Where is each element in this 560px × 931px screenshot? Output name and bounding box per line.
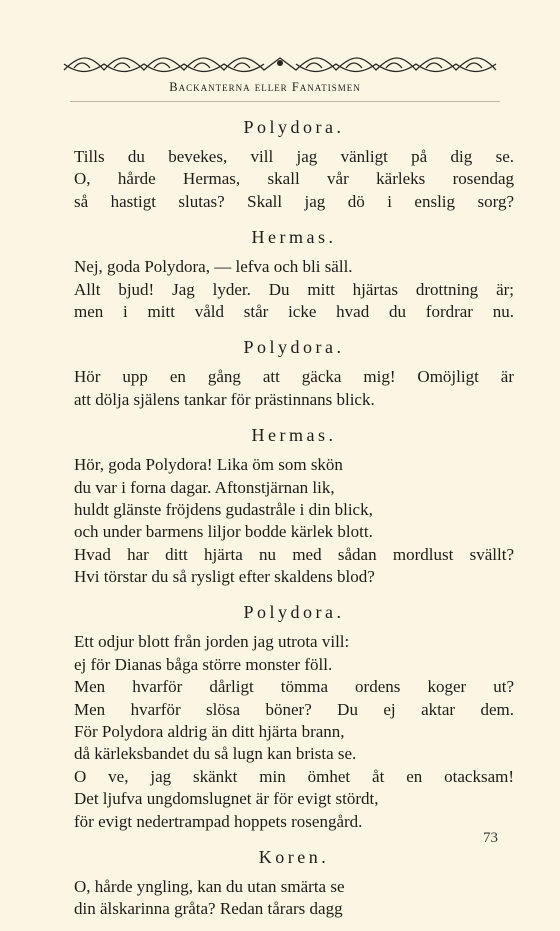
stanza: [74, 333, 514, 411]
stanza: [74, 598, 514, 833]
verse-line: För Polydora aldrig än ditt hjärta brann,: [74, 722, 345, 742]
speaker-name: Polydora.: [243, 337, 345, 358]
verse-line: så hastigt slutas? Skall jag dö i enslig sorg?: [74, 191, 514, 211]
speaker-name: Koren.: [258, 846, 330, 867]
speaker-name: Polydora.: [243, 117, 345, 137]
stanza: [74, 843, 514, 921]
verse-line: Hör upp en gång att gäcka mig! Omöjligt är: [74, 367, 514, 387]
verse-line: för evigt nedertrampad hoppets rosengård.: [74, 811, 363, 831]
verse-line: du var i forna dagar. Aftonstjärnan lik,: [74, 477, 335, 497]
header-rule: [70, 101, 500, 102]
speaker-name: Polydora.: [243, 602, 345, 623]
verse-line: Men hvarför dårligt tömma ordens koger ut?: [74, 677, 514, 697]
verse-line: Tills du bevekes, vill jag vänligt på dig se.: [74, 147, 514, 166]
running-head: Backanterna eller Fanatismen: [169, 80, 361, 94]
verse-line: Hvad har ditt hjärta nu med sådan mordlust svällt?: [74, 544, 514, 564]
stanza: [74, 421, 514, 588]
verse-line: Allt bjud! Jag lyder. Du mitt hjärtas drottning är;: [74, 279, 514, 299]
verse-line: då kärleksbandet du så lugn kan brista se.: [74, 744, 357, 764]
verse-line: huldt glänste fröjdens gudastråle i din blick,: [74, 499, 373, 519]
stanza: [74, 223, 514, 323]
verse-line: Hör, goda Polydora! Lika öm som skön: [74, 455, 343, 475]
verse-line: O ve, jag skänkt min ömhet åt en otacksam!: [74, 766, 514, 786]
verse-line: din älskarinna gråta? Redan tårars dagg: [74, 899, 343, 919]
verse-line: O, hårde Hermas, skall vår kärleks rosendag: [74, 169, 514, 189]
verse-line: Det ljufva ungdomslugnet är för evigt stördt,: [74, 789, 379, 809]
verse-line: Hvi törstar du så rysligt efter skaldens blod?: [74, 567, 375, 587]
stanza: [74, 113, 514, 213]
verse-line: Nej, goda Polydora, — lefva och bli säll.: [74, 257, 353, 277]
verse-line: och under barmens liljor bodde kärlek blott.: [74, 522, 373, 542]
verse-line: Ett odjur blott från jorden jag utrota vill:: [74, 632, 350, 652]
speaker-name: Hermas.: [251, 227, 337, 248]
verse-line: att dölja själens tankar för prästinnans blick.: [74, 389, 375, 409]
verse-line: O, hårde yngling, kan du utan smärta se: [74, 876, 345, 896]
dialogue-text: [74, 113, 514, 931]
speaker-name: Hermas.: [251, 425, 337, 446]
verse-line: ej för Dianas båga större monster föll.: [74, 654, 333, 674]
page-number: 73: [483, 830, 498, 846]
verse-line: men i mitt våld står icke hvad du fordrar nu.: [74, 301, 514, 321]
verse-line: Men hvarför slösa böner? Du ej aktar dem.: [74, 699, 514, 719]
decorative-headpiece-ornament: [60, 50, 500, 76]
